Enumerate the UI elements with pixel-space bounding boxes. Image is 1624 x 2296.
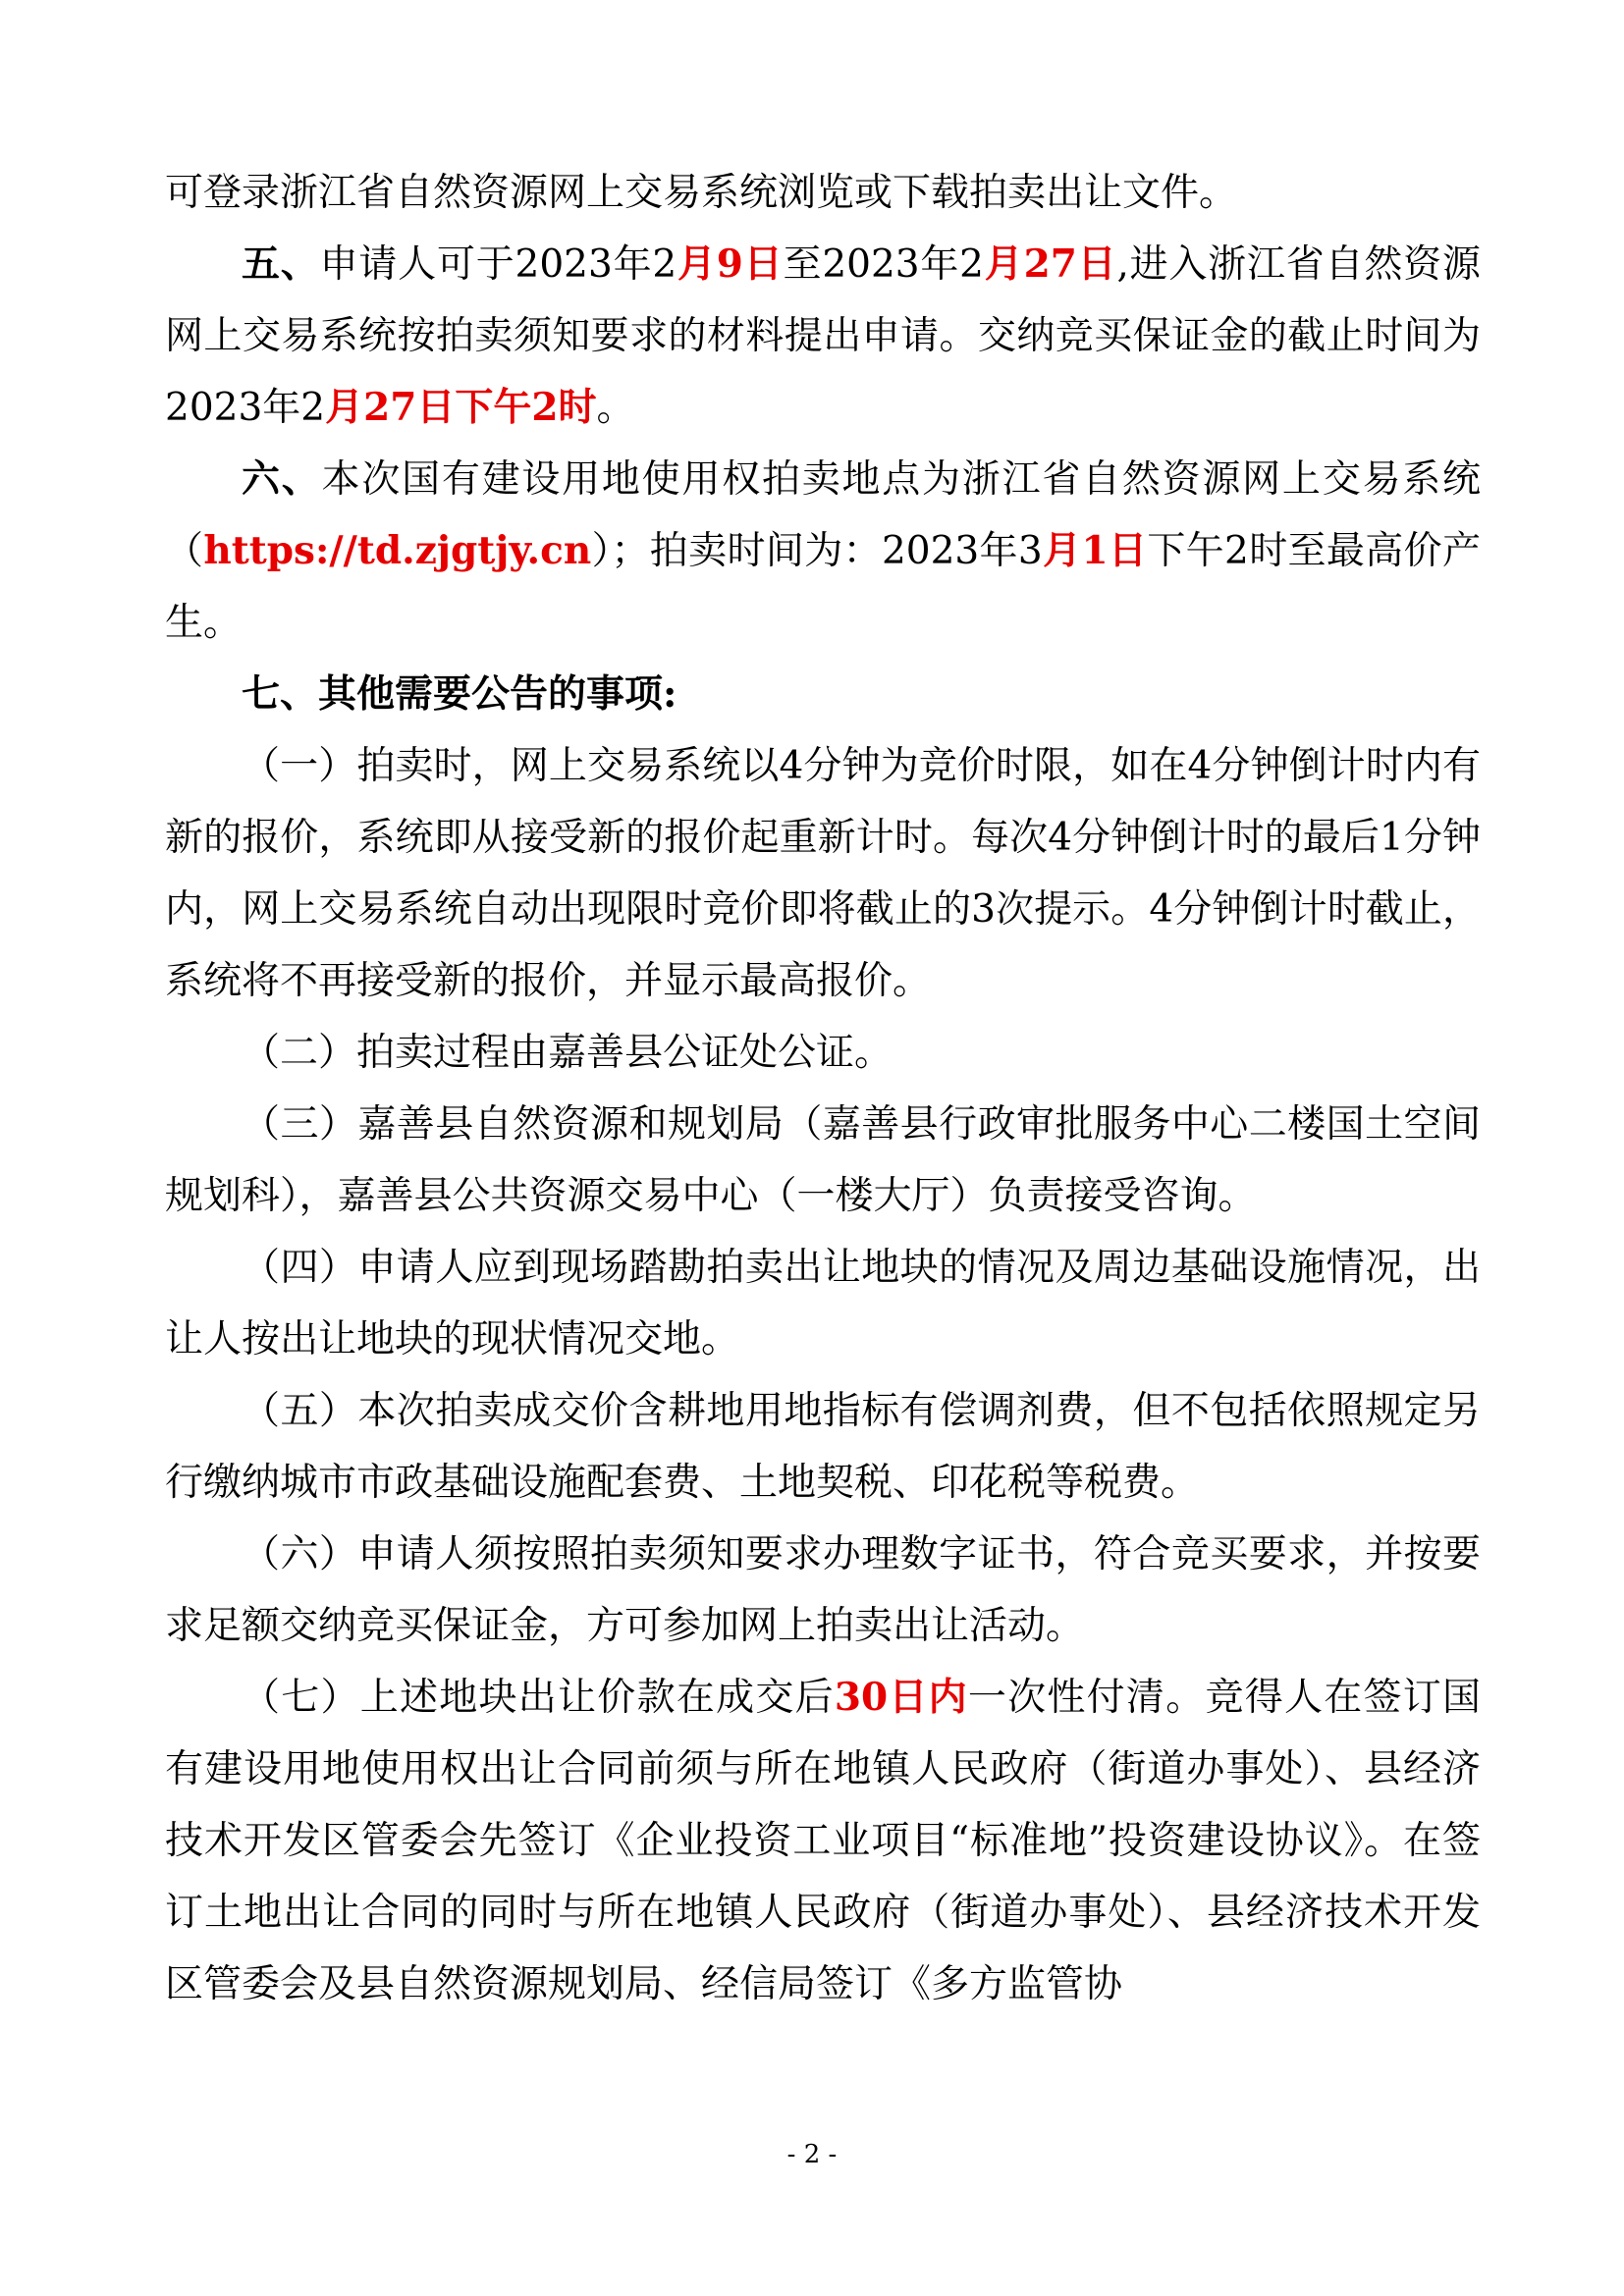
paragraph-six — [165, 444, 1481, 659]
paragraph-item-2 — [165, 1017, 1481, 1089]
text-run: 。 — [596, 386, 635, 430]
paragraph-five — [165, 229, 1481, 444]
text-run: 本次国有建设用地使用权拍卖地点为浙江省自然资源网上交易系统（ — [165, 457, 1481, 573]
paragraph-item-6 — [165, 1519, 1481, 1662]
paragraph-item-4 — [165, 1232, 1481, 1375]
paragraph-item-3 — [165, 1089, 1481, 1232]
text-run: （二）拍卖过程由嘉善县公证处公证。 — [242, 1031, 893, 1075]
paragraph-item-5 — [165, 1375, 1481, 1519]
text-run: 至2023年2 — [783, 242, 984, 287]
text-run: （六）申请人须按照拍卖须知要求办理数字证书，符合竞买要求，并按要求足额交纳竞买保证金，方可参加网上拍卖出让活动。 — [165, 1532, 1481, 1648]
paragraph-seven — [165, 659, 1481, 730]
text-run: （五）本次拍卖成交价含耕地用地指标有偿调剂费，但不包括依照规定另行缴纳城市市政基础设施配套费、土地契税、印花税等税费。 — [165, 1389, 1481, 1505]
paragraph-item-7 — [165, 1662, 1481, 2020]
text-run: （七）上述地块出让价款在成交后 — [242, 1676, 835, 1720]
highlighted-text: 月1日 — [1042, 528, 1148, 573]
text-run: （一）拍卖时，网上交易系统以4分钟为竞价时限，如在4分钟倒计时内有新的报价，系统即从接受新的报价起重新计时。每次4分钟倒计时的最后1分钟内，网上交易系统自动出现限时竞价即将截止的3次提示。4分钟倒计时截止，系统将不再接受新的报价，并显示最高报价。 — [165, 744, 1481, 1003]
highlighted-text: 月9日 — [677, 241, 784, 287]
text-run: 可登录浙江省自然资源网上交易系统浏览或下载拍卖出让文件。 — [165, 171, 1238, 215]
text-run: 七、其他需要公告的事项: — [242, 671, 677, 717]
text-run: 下午2时至最高价产生。 — [165, 529, 1481, 645]
text-run: （三）嘉善县自然资源和规划局（嘉善县行政审批服务中心二楼国土空间规划科），嘉善县公共资源交易中心（一楼大厅）负责接受咨询。 — [165, 1102, 1481, 1218]
text-run: ）；拍卖时间为：2023年3 — [591, 529, 1043, 573]
paragraph-item-1 — [165, 730, 1481, 1017]
highlighted-text: 月27日下午2时 — [325, 385, 597, 430]
text-run: 六、 — [242, 456, 322, 502]
text-run: 一次性付清。竞得人在签订国有建设用地使用权出让合同前须与所在地镇人民政府（街道办事处）、县经济技术开发区管委会先签订《企业投资工业项目“标准地”投资建设协议》。在签订土地出让合同的同时与所在地镇人民政府（街道办事处）、县经济技术开发区管委会及县自然资源规划局、经信局签订《多方监管协 — [165, 1676, 1481, 2006]
text-run: 申请人可于2023年2 — [319, 242, 677, 287]
page-number: - 2 - — [786, 2140, 838, 2169]
highlighted-text: 30日内 — [834, 1675, 968, 1720]
paragraph-continued — [165, 157, 1481, 229]
highlighted-text: https://td.zjgtjy.cn — [203, 528, 592, 573]
highlighted-text: 月27日 — [983, 241, 1117, 287]
text-run: （四）申请人应到现场踏勘拍卖出让地块的情况及周边基础设施情况，出让人按出让地块的现状情况交地。 — [165, 1246, 1481, 1362]
document-body — [165, 157, 1481, 2020]
text-run: 五、 — [242, 241, 320, 287]
text-run: ,进入浙江省自然资源网上交易系统按拍卖须知要求的材料提出申请。交纳竞买保证金的截止时间为2023年2 — [165, 242, 1481, 430]
